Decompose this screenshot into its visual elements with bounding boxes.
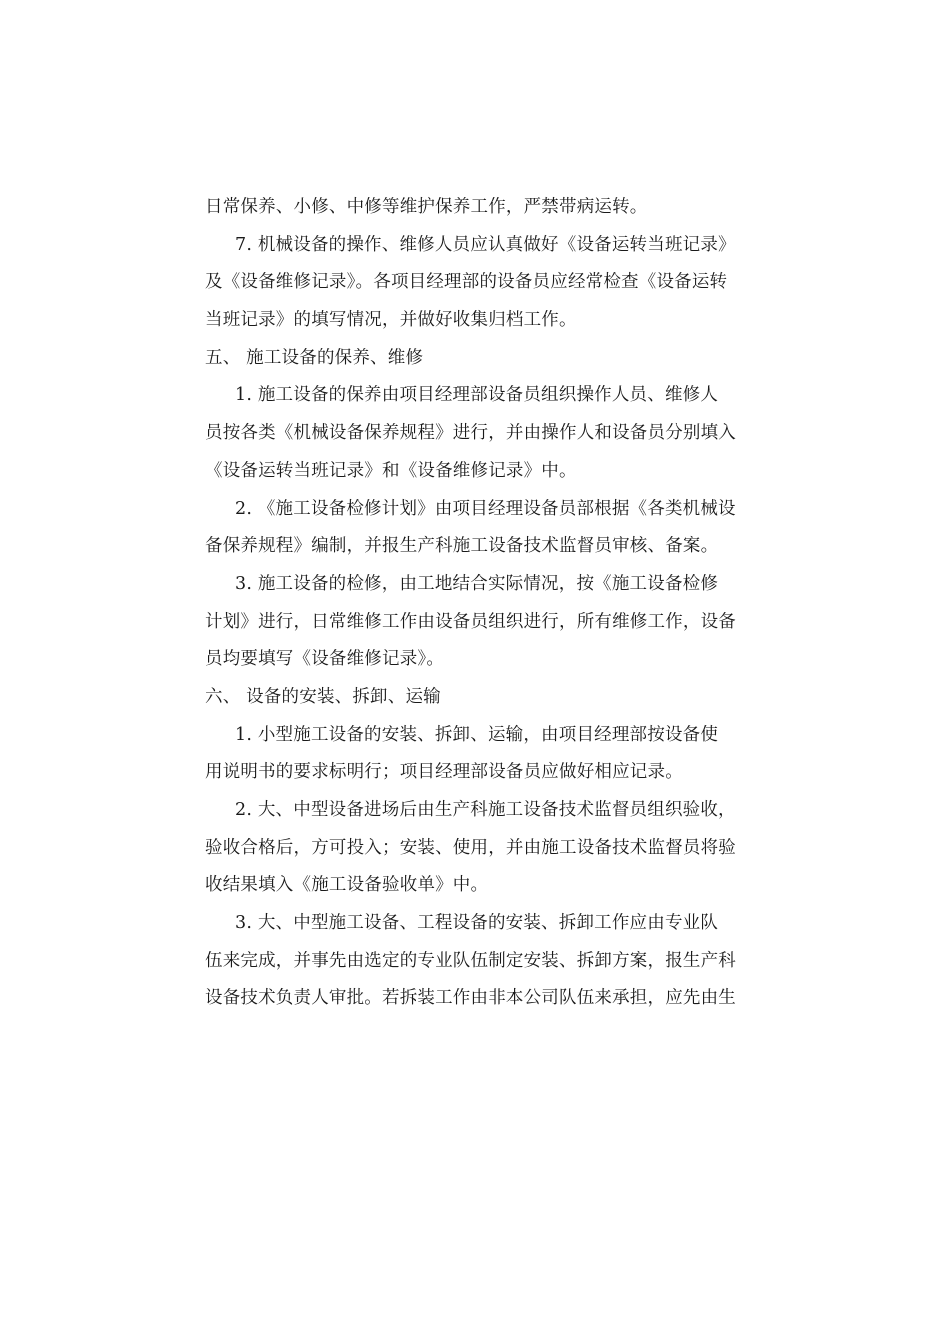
text-line: 验收合格后，方可投入；安装、使用，并由施工设备技术监督员将验 bbox=[205, 837, 736, 858]
paragraph bbox=[205, 227, 745, 340]
paragraph bbox=[205, 905, 745, 1018]
text-line: 3. 大、中型施工设备、工程设备的安装、拆卸工作应由专业队 bbox=[235, 913, 719, 934]
heading-text: 五、 施工设备的保养、维修 bbox=[205, 347, 424, 368]
paragraph bbox=[205, 566, 745, 679]
text-line: 1. 小型施工设备的安装、拆卸、运输，由项目经理部按设备使 bbox=[235, 724, 719, 745]
text-line: 及《设备维修记录》。各项目经理部的设备员应经常检查《设备运转 bbox=[205, 272, 728, 293]
paragraph bbox=[205, 717, 745, 792]
heading-text: 六、 设备的安装、拆卸、运输 bbox=[205, 686, 441, 707]
text-line: 计划》进行，日常维修工作由设备员组织进行，所有维修工作，设备 bbox=[205, 611, 736, 632]
text-line: 备保养规程》编制，并报生产科施工设备技术监督员审核、备案。 bbox=[205, 536, 719, 557]
text-line: 1. 施工设备的保养由项目经理部设备员组织操作人员、维修人 bbox=[235, 385, 719, 406]
text-line: 2. 《施工设备检修计划》由项目经理设备员部根据《各类机械设 bbox=[235, 498, 736, 519]
text-line: 员均要填写《设备维修记录》。 bbox=[205, 649, 445, 670]
document-body bbox=[205, 189, 745, 1018]
section-heading bbox=[205, 340, 745, 378]
text-line: 日常保养、小修、中修等维护保养工作，严禁带病运转。 bbox=[205, 197, 648, 217]
text-line: 《设备运转当班记录》和《设备维修记录》中。 bbox=[205, 460, 577, 481]
text-line: 2. 大、中型设备进场后由生产科施工设备技术监督员组织验收， bbox=[235, 800, 736, 820]
text-line: 7. 机械设备的操作、维修人员应认真做好《设备运转当班记录》 bbox=[235, 234, 736, 255]
text-line: 员按各类《机械设备保养规程》进行，并由操作人和设备员分别填入 bbox=[205, 423, 736, 444]
section-heading bbox=[205, 679, 745, 717]
text-line: 当班记录》的填写情况，并做好收集归档工作。 bbox=[205, 310, 577, 331]
paragraph bbox=[205, 792, 745, 905]
paragraph bbox=[205, 491, 745, 566]
paragraph bbox=[205, 189, 745, 227]
text-line: 伍来完成，并事先由选定的专业队伍制定安装、拆卸方案，报生产科 bbox=[205, 950, 736, 971]
text-line: 用说明书的要求标明行；项目经理部设备员应做好相应记录。 bbox=[205, 762, 683, 783]
text-line: 收结果填入《施工设备验收单》中。 bbox=[205, 875, 489, 896]
text-line: 设备技术负责人审批。若拆装工作由非本公司队伍来承担，应先由生 bbox=[205, 988, 736, 1009]
paragraph bbox=[205, 377, 745, 490]
text-line: 3. 施工设备的检修，由工地结合实际情况，按《施工设备检修 bbox=[235, 573, 719, 594]
